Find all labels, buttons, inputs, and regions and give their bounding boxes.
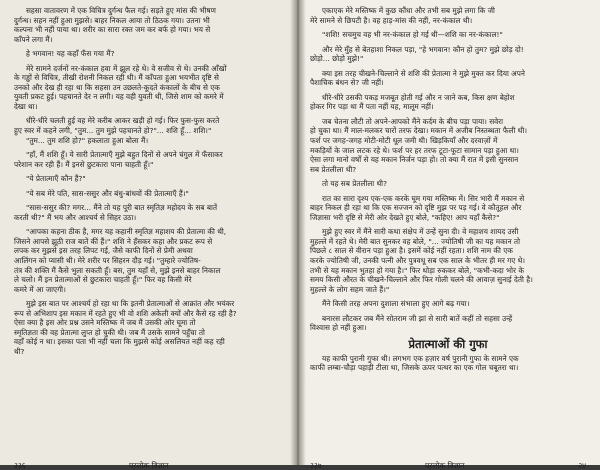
text-line: मुझे इस बात पर आश्चर्य हो रहा था कि इतनी प्रेतात्माओं से आक्रांत और भयंकर (26, 299, 235, 309)
text-line: फर्श पर जगह-जगह मोटी-मोटी धूल जमी थी। खिड़कियाँ और दरवाज़ों में (310, 136, 498, 146)
text-line: हो चुका था। मैं माल-मलकर चारों तरफ देखा। मकान में अजीब निस्तब्धता फैली थी। (310, 126, 527, 136)
text-line: "ये सब मेरे पति, सास-ससुर और बंधु-बांधवों की प्रेतात्माएँ हैं।" (26, 188, 189, 198)
text-line: आलिंगन को प्यासी थी। मेरे शरीर पर सिहरन दौड़ गई। "तुम्हारे ज्योतिष- (14, 256, 201, 266)
text-line: "हाँ, मैं शशि हूँ। ये सारी प्रेतात्माएँ मुझे बहुत दिनों से अपने चंगुल में फँसाकर (26, 150, 223, 160)
right-page-text (310, 6, 586, 333)
text-line: रात का सारा दृश्य एक-एक करके घूम गया मस्तिष्क में। सिर भारी मैं मकान से (322, 193, 525, 203)
text-line: मेरे सामने दर्जनों नर-कंकाल हवा में झूल रहे थे। वे सजीव से थे। उनकी आँखों (26, 63, 227, 73)
text-line: धीरे-धीरे उसकी पकड़ मजबूत होती गई और न जाने कब, किस क्षण बेहोश (322, 92, 515, 102)
text-line: तभी से यह मकान भुतहा हो गया है।" फिर थोड़ा रुककर बोले, "कभी-कदा भोर के (310, 265, 524, 275)
text-line: रूप से अभिशाप इस मकान में रहते हुए भी वो शशि अकेली क्यों और कैसे रह रही है? (14, 308, 237, 318)
text-line: मकड़ियों के जाल लटक रहे थे। फर्श पर हर तरफ टूटा-फूटा सामान पड़ा हुआ था। (310, 145, 519, 155)
text-line: कल्पना भी नहीं पाया था। शरीर का सारा रक्त जम कर बर्फ हो गया। भय से (14, 25, 211, 35)
text-line: हुए स्वर में कहने लगी, "तुम... तुम मुझे पहचानते हो?"... शशि हूँ... शशि।" (14, 126, 212, 136)
text-line: क्या इस तरह चीखने-चिल्लाने से शशि की प्रेतात्मा ने मुझे मुक्त कर दिया अपने (322, 68, 525, 78)
right-page-number: २४ (578, 461, 586, 470)
text-line: धीरे-धीरे चलती हुई वह मेरे करीब आकर खड़ी हो गई। फिर फुस-फुस करते (26, 116, 220, 126)
text-line: जब चेतना लौटी तो अपने-आपको मैंने कर्दम के बीच पड़ा पाया। सवेरा (322, 116, 504, 126)
text-line: स्मृतिज्ञता की वह प्रेतात्मा लुप्त हो चुकी थी। जब मैं उसके सामने पहुँचा तो (14, 327, 205, 337)
text-line: करती थी?" मैं भय और आश्चर्य से सिहर उठा। (14, 212, 137, 222)
text-line: देखा था। (14, 101, 38, 111)
text-line: ऐसा क्या है इस ओर प्रश्न उसने मस्तिष्क में जब मैं उसकी ओर घूमा तो (14, 318, 196, 328)
text-line: दुर्गन्ध। सहन नहीं हुआ मुझसे। बाहर निकल आया तो ठिठक गया। उतना भी (14, 15, 210, 25)
text-line: मुहल्ले के लोग सहम जाते हैं।" (310, 284, 390, 294)
text-line: मेरे सामने से छिपटी है। वह हाड़-मांस की नहीं, नर-कंकाल थी। (310, 15, 473, 25)
text-line: विश्वास हो नहीं हुआ। (310, 323, 367, 333)
left-page-number: ३३६ (14, 461, 26, 470)
text-line: बाहर निकल ही रहा था कि एक सज्जन को दृष्टि मुझ पर पड़ गई। वे कौतूहल और (310, 203, 522, 213)
text-line: मैंने किसी तरह अपना दुशाला संभाला हुए आगे बढ़ गया। (322, 299, 470, 309)
text-line: बनारस लौटकर जब मैंने सोतराम जी झां से सारी बातें कहीं तो सहसा उन्हें (322, 313, 513, 323)
text-line: युवती प्रकट हुई। पहचानते देर न लगी। यह वही युवती थी, जिसे शाम को कमरे में (14, 92, 224, 102)
text-line: तो यह सब प्रेतलीला थी? (322, 179, 387, 189)
left-book-page (0, 0, 296, 470)
text-line: काँपने लगा मैं। (14, 34, 53, 44)
book-gutter (290, 0, 306, 465)
text-line: करके ज्योतिषी जी, उनकी पत्नी और पुत्रवधू सब एक साल के भीतर ही मर गए थे। (310, 256, 526, 266)
text-line: समय किसी औरत के चीखने-चिल्लाने और फिर गोली चलने की आवाज़ सुनाई देती है। (310, 275, 533, 285)
text-line: "शशि! सचमुच वह भी नर-कंकाल हो गई थी—शशि का नर-कंकाल!" (322, 30, 503, 40)
text-line: जिसने आपसे झूठी राज बातें कीं हैं।" शशि ने हँसकर कहा और प्रकट रूप से (14, 236, 213, 246)
text-line: सब प्रेतलीला थी? (310, 164, 357, 174)
text-line: हे भगवान! यह कहाँ फँस गया मैं? (26, 49, 115, 59)
text-line: थी? (14, 346, 25, 356)
text-line: मुहल्ले में रहते थे। मेरी बात सुनकर वह बोले, "... ज्योतिषी जी का यह मकान तो (310, 236, 520, 246)
right-book-page (300, 0, 600, 470)
text-line: और मेरे मुँह से बेतहाशा निकल पड़ा, "हे भगवान! कौन हो तुम? मुझे छोड़ दो! (322, 44, 524, 54)
text-line: "तुम... तुम शशि हो?" हकलाता हुआ बोला मैं। (26, 135, 149, 145)
text-line: एकाएक मेरे मस्तिष्क में कुछ कौंधा और तभी सब मुझे लगा कि जी (322, 6, 495, 15)
left-page-text (14, 6, 287, 357)
text-line: मुझे हुए स्वर में मैंने सारी कथा संक्षेप में उन्हें सुना दी। वे महाशय शायद उसी (322, 227, 519, 237)
text-line: "सास-ससुर की? मगर... मैंने तो यह पूरी बात स्मृतिज्ञ महोदय के सब बातें (26, 203, 218, 213)
text-line: जिज्ञासा भरी दृष्टि से मेरी ओर देखते हुए बोले, "कहिए! आप यहाँ कैसे?" (310, 212, 500, 222)
text-line: सहसा वातावरण में एक विचित्र दुर्गन्ध फैल गई। सड़ते हुए मांस की भीषण (26, 6, 216, 15)
text-line: "आपका कहना ठीक है, मगर यह कहानी स्मृतिज्ञ महाशय की प्रेतात्मा की थी, (26, 227, 227, 237)
left-running-title: परलोक विज्ञान (129, 461, 169, 470)
right-running-title: परलोक विज्ञान (425, 461, 465, 470)
text-line: ले चलो। मैं इन प्रेतात्माओं से छुटकारा चाहती हूँ।" फिर वह किसी मेरे (14, 275, 192, 285)
text-line: कमरे में आ जाएगी। (14, 284, 66, 294)
text-line: लपक कर मुझसे इस तरह लिपट गई, जैसे काफी दिनों से प्रेमी अथवा (14, 246, 193, 256)
text-line: यह काफी पुरानी गुफा थी। लगभग एक हज़ार वर्ष पुरानी गुफा के सामने एक (322, 353, 519, 363)
text-line: पैशाचिक बंधन से? जी नहीं। (310, 78, 384, 88)
text-line: के गड्ढों से विचित्र, तीखी रोशनी निकल रही थी। मैं काँपता हुआ भयभीत दृष्टि से (14, 73, 219, 83)
text-line: परेशान कर रही हैं। मैं इनसे छुटकारा पाना चाहती हूँ।" (14, 159, 154, 169)
text-line: "ये प्रेतात्माएँ कौन हैं?" (26, 174, 86, 184)
text-line: वहाँ कोई न था। इसका पता भी नहीं चला कि मुझसे कोई असलियत नहीं कह रही (14, 337, 225, 347)
text-line: तंत्र की शक्ति मैं कैसे भुला सकती हूँ। बस, तुम यहाँ से, मुझे इनसे बाहर निकाल (14, 265, 221, 275)
text-line: होकर गिर पड़ा था मैं पता नहीं यह, मालूम नहीं। (310, 102, 434, 112)
text-line: ऐसा लगा मानो वर्षों से यह मकान निर्जन पड़ा हो। तो क्या मैं रात में इसी सुनसान (310, 155, 519, 165)
text-line: उनको और देख ही रहा था कि सहसा उन उछलते-कूदते कंकालों के बीच से एक (14, 82, 220, 92)
text-line: काफी लम्बा-चौड़ा पहाड़ी टीला था, जिसके ऊपर पत्थर का एक गोल चबूतरा था। (310, 363, 519, 373)
text-line: पिछले ८ साल से वीरान पड़ा हुआ है। इसमें कोई नहीं रहता। शशि नाम की एक (310, 246, 513, 256)
section-body-text (310, 354, 586, 373)
section-heading: प्रेतात्माओं की गुफा (408, 336, 488, 351)
right-page-number-left: ३३७ (310, 461, 322, 470)
text-line: छोड़ो... छोड़ो मुझे!" (310, 54, 364, 64)
